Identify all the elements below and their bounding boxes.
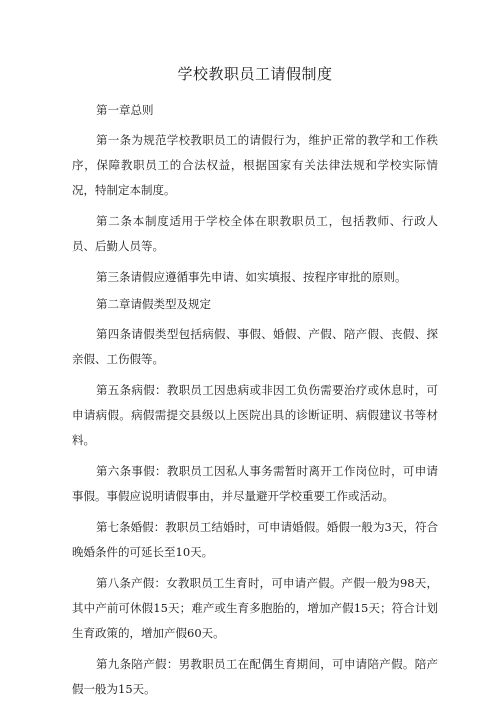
article-7: 第七条婚假：教职员工结婚时，可申请婚假。婚假一般为3天，符合晚婚条件的可延长至10天。 xyxy=(72,520,438,559)
article-6: 第六条事假：教职员工因私人事务需暂时离开工作岗位时，可申请事假。事假应说明请假事由，并尽量避开学校重要工作或活动。 xyxy=(72,464,438,503)
chapter-heading-1: 第一章总则 xyxy=(96,103,154,117)
chapter-heading-2: 第二章请假类型及规定 xyxy=(96,297,211,311)
article-2: 第二条本制度适用于学校全体在职教职员工，包括教师、行政人员、后勤人员等。 xyxy=(72,214,438,253)
article-5: 第五条病假：教职员工因患病或非因工负伤需要治疗或休息时，可申请病假。病假需提交县级以上医院出具的诊断证明、病假建议书等材料。 xyxy=(72,383,438,447)
article-8: 第八条产假：女教职员工生育时，可申请产假。产假一般为98天，其中产前可休假15天；难产或生育多胞胎的，增加产假15天；符合计划生育政策的，增加产假60天。 xyxy=(72,576,438,640)
article-4: 第四条请假类型包括病假、事假、婚假、产假、陪产假、丧假、探亲假、工伤假等。 xyxy=(72,327,438,366)
article-9: 第九条陪产假：男教职员工在配偶生育期间，可申请陪产假。陪产假一般为15天。 xyxy=(72,657,438,696)
article-3: 第三条请假应遵循事先申请、如实填报、按程序审批的原则。 xyxy=(96,270,407,284)
document-page xyxy=(72,64,438,708)
article-1: 第一条为规范学校教职员工的请假行为，维护正常的教学和工作秩序，保障教职员工的合法权益，根据国家有关法律法规和学校实际情况，特制定本制度。 xyxy=(72,133,438,197)
document-title: 学校教职员工请假制度 xyxy=(177,65,333,83)
